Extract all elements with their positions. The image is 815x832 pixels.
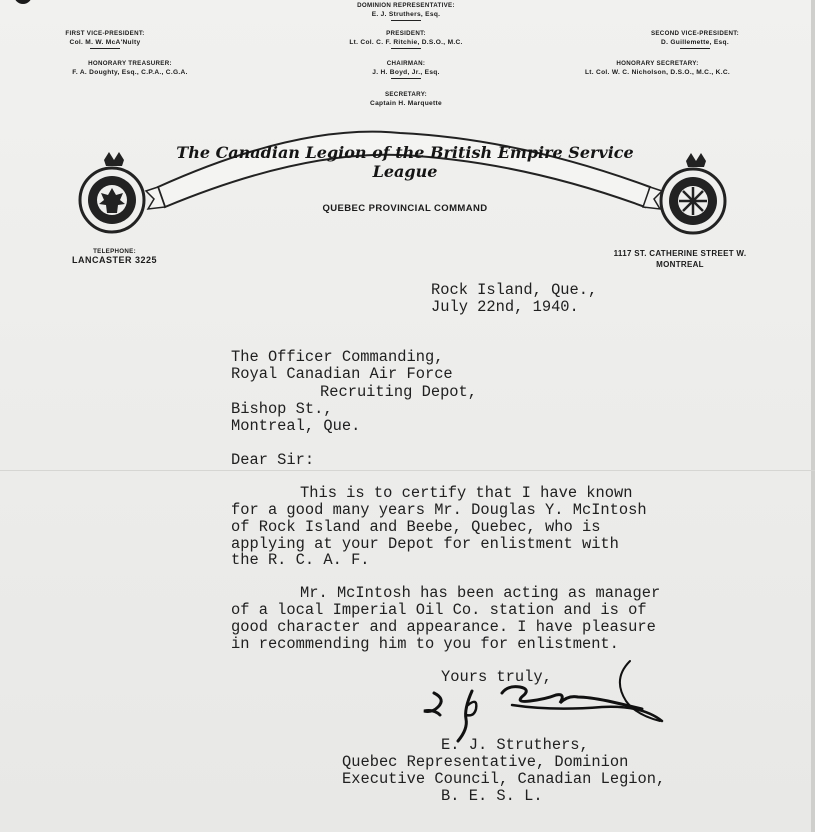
address-line: 1117 ST. CATHERINE STREET W. — [613, 249, 747, 258]
organization-name: The Canadian Legion of the British Empire Service League — [176, 143, 634, 181]
officer-title: HONORARY SECRETARY: — [616, 60, 699, 67]
recipient-line: The Officer Commanding, — [231, 348, 444, 366]
letter-date: July 22nd, 1940. — [431, 298, 579, 316]
signer-line: B. E. S. L. — [441, 787, 543, 805]
paragraph-line: Mr. McIntosh has been acting as manager — [300, 584, 661, 602]
officer-first-vp — [40, 29, 170, 51]
officer-honorary-secretary — [555, 59, 760, 77]
officer-title: HONORARY TREASURER: — [88, 60, 172, 67]
officer-title: PRESIDENT: — [386, 30, 426, 37]
telephone-label: TELEPHONE: — [93, 248, 136, 255]
officer-secretary — [300, 90, 512, 108]
officer-title: SECOND VICE-PRESIDENT: — [650, 30, 740, 37]
officer-name: F. A. Doughty, Esq., C.P.A., C.G.A. — [72, 69, 188, 76]
officer-chairman — [300, 59, 512, 81]
paragraph-line: applying at your Depot for enlistment with — [231, 535, 619, 553]
divider — [391, 20, 421, 21]
paragraph-line: the R. C. A. F. — [231, 551, 370, 569]
officer-name: Lt. Col. W. C. Nicholson, D.S.O., M.C., K.C. — [584, 69, 731, 76]
closing: Yours truly, — [441, 668, 552, 686]
recipient-line: Bishop St., — [231, 400, 333, 418]
divider — [391, 48, 421, 49]
legion-badge-left-icon — [80, 152, 144, 232]
divider — [391, 78, 421, 79]
signer-line: Executive Council, Canadian Legion, — [342, 770, 666, 788]
officer-name: Col. M. W. McA'Nulty — [69, 39, 141, 46]
officer-president — [300, 29, 512, 51]
officer-honorary-treasurer — [30, 59, 230, 77]
recipient-line: Royal Canadian Air Force — [231, 365, 453, 383]
divider — [90, 48, 120, 49]
telephone-block — [72, 248, 157, 265]
paragraph-line: This is to certify that I have known — [300, 484, 633, 502]
officer-name: D. Guillemette, Esq. — [661, 39, 729, 46]
signer-line: Quebec Representative, Dominion — [342, 753, 629, 771]
officer-name: Lt. Col. C. F. Ritchie, D.S.O., M.C. — [349, 39, 463, 46]
address-city: MONTREAL — [656, 260, 704, 269]
letter-place: Rock Island, Que., — [431, 281, 598, 299]
paragraph-line: for a good many years Mr. Douglas Y. McIntosh — [231, 501, 647, 519]
telephone-number: LANCASTER 3225 — [72, 255, 158, 265]
bsl-badge-right-icon — [661, 153, 725, 233]
paragraph-line: of a local Imperial Oil Co. station and is of — [231, 601, 647, 619]
officer-title: SECRETARY: — [384, 91, 428, 98]
recipient-line: Montreal, Que. — [231, 417, 361, 435]
signer-line: E. J. Struthers, — [441, 736, 589, 754]
paragraph-line: of Rock Island and Beebe, Quebec, who is — [231, 518, 601, 536]
officer-title: CHAIRMAN: — [386, 60, 426, 67]
signature — [420, 655, 680, 745]
salutation: Dear Sir: — [231, 451, 315, 469]
officer-name: E. J. Struthers, Esq. — [371, 11, 441, 18]
paragraph-line: in recommending him to you for enlistment. — [231, 635, 619, 653]
officer-title: DOMINION REPRESENTATIVE: — [357, 2, 455, 9]
officer-name: Captain H. Marquette — [370, 100, 442, 107]
fold-line — [0, 470, 815, 471]
paragraph-line: good character and appearance. I have pleasure — [231, 618, 656, 636]
command-name: QUEBEC PROVINCIAL COMMAND — [322, 203, 488, 214]
recipient-line: Recruiting Depot, — [320, 383, 478, 401]
divider — [680, 48, 710, 49]
address-block — [590, 248, 770, 270]
corner-mark — [14, 0, 32, 4]
officer-dominion-rep — [300, 1, 512, 23]
officer-name: J. H. Boyd, Jr., Esq. — [372, 69, 440, 76]
officer-title: FIRST VICE-PRESIDENT: — [65, 30, 145, 37]
officer-second-vp — [625, 29, 765, 51]
